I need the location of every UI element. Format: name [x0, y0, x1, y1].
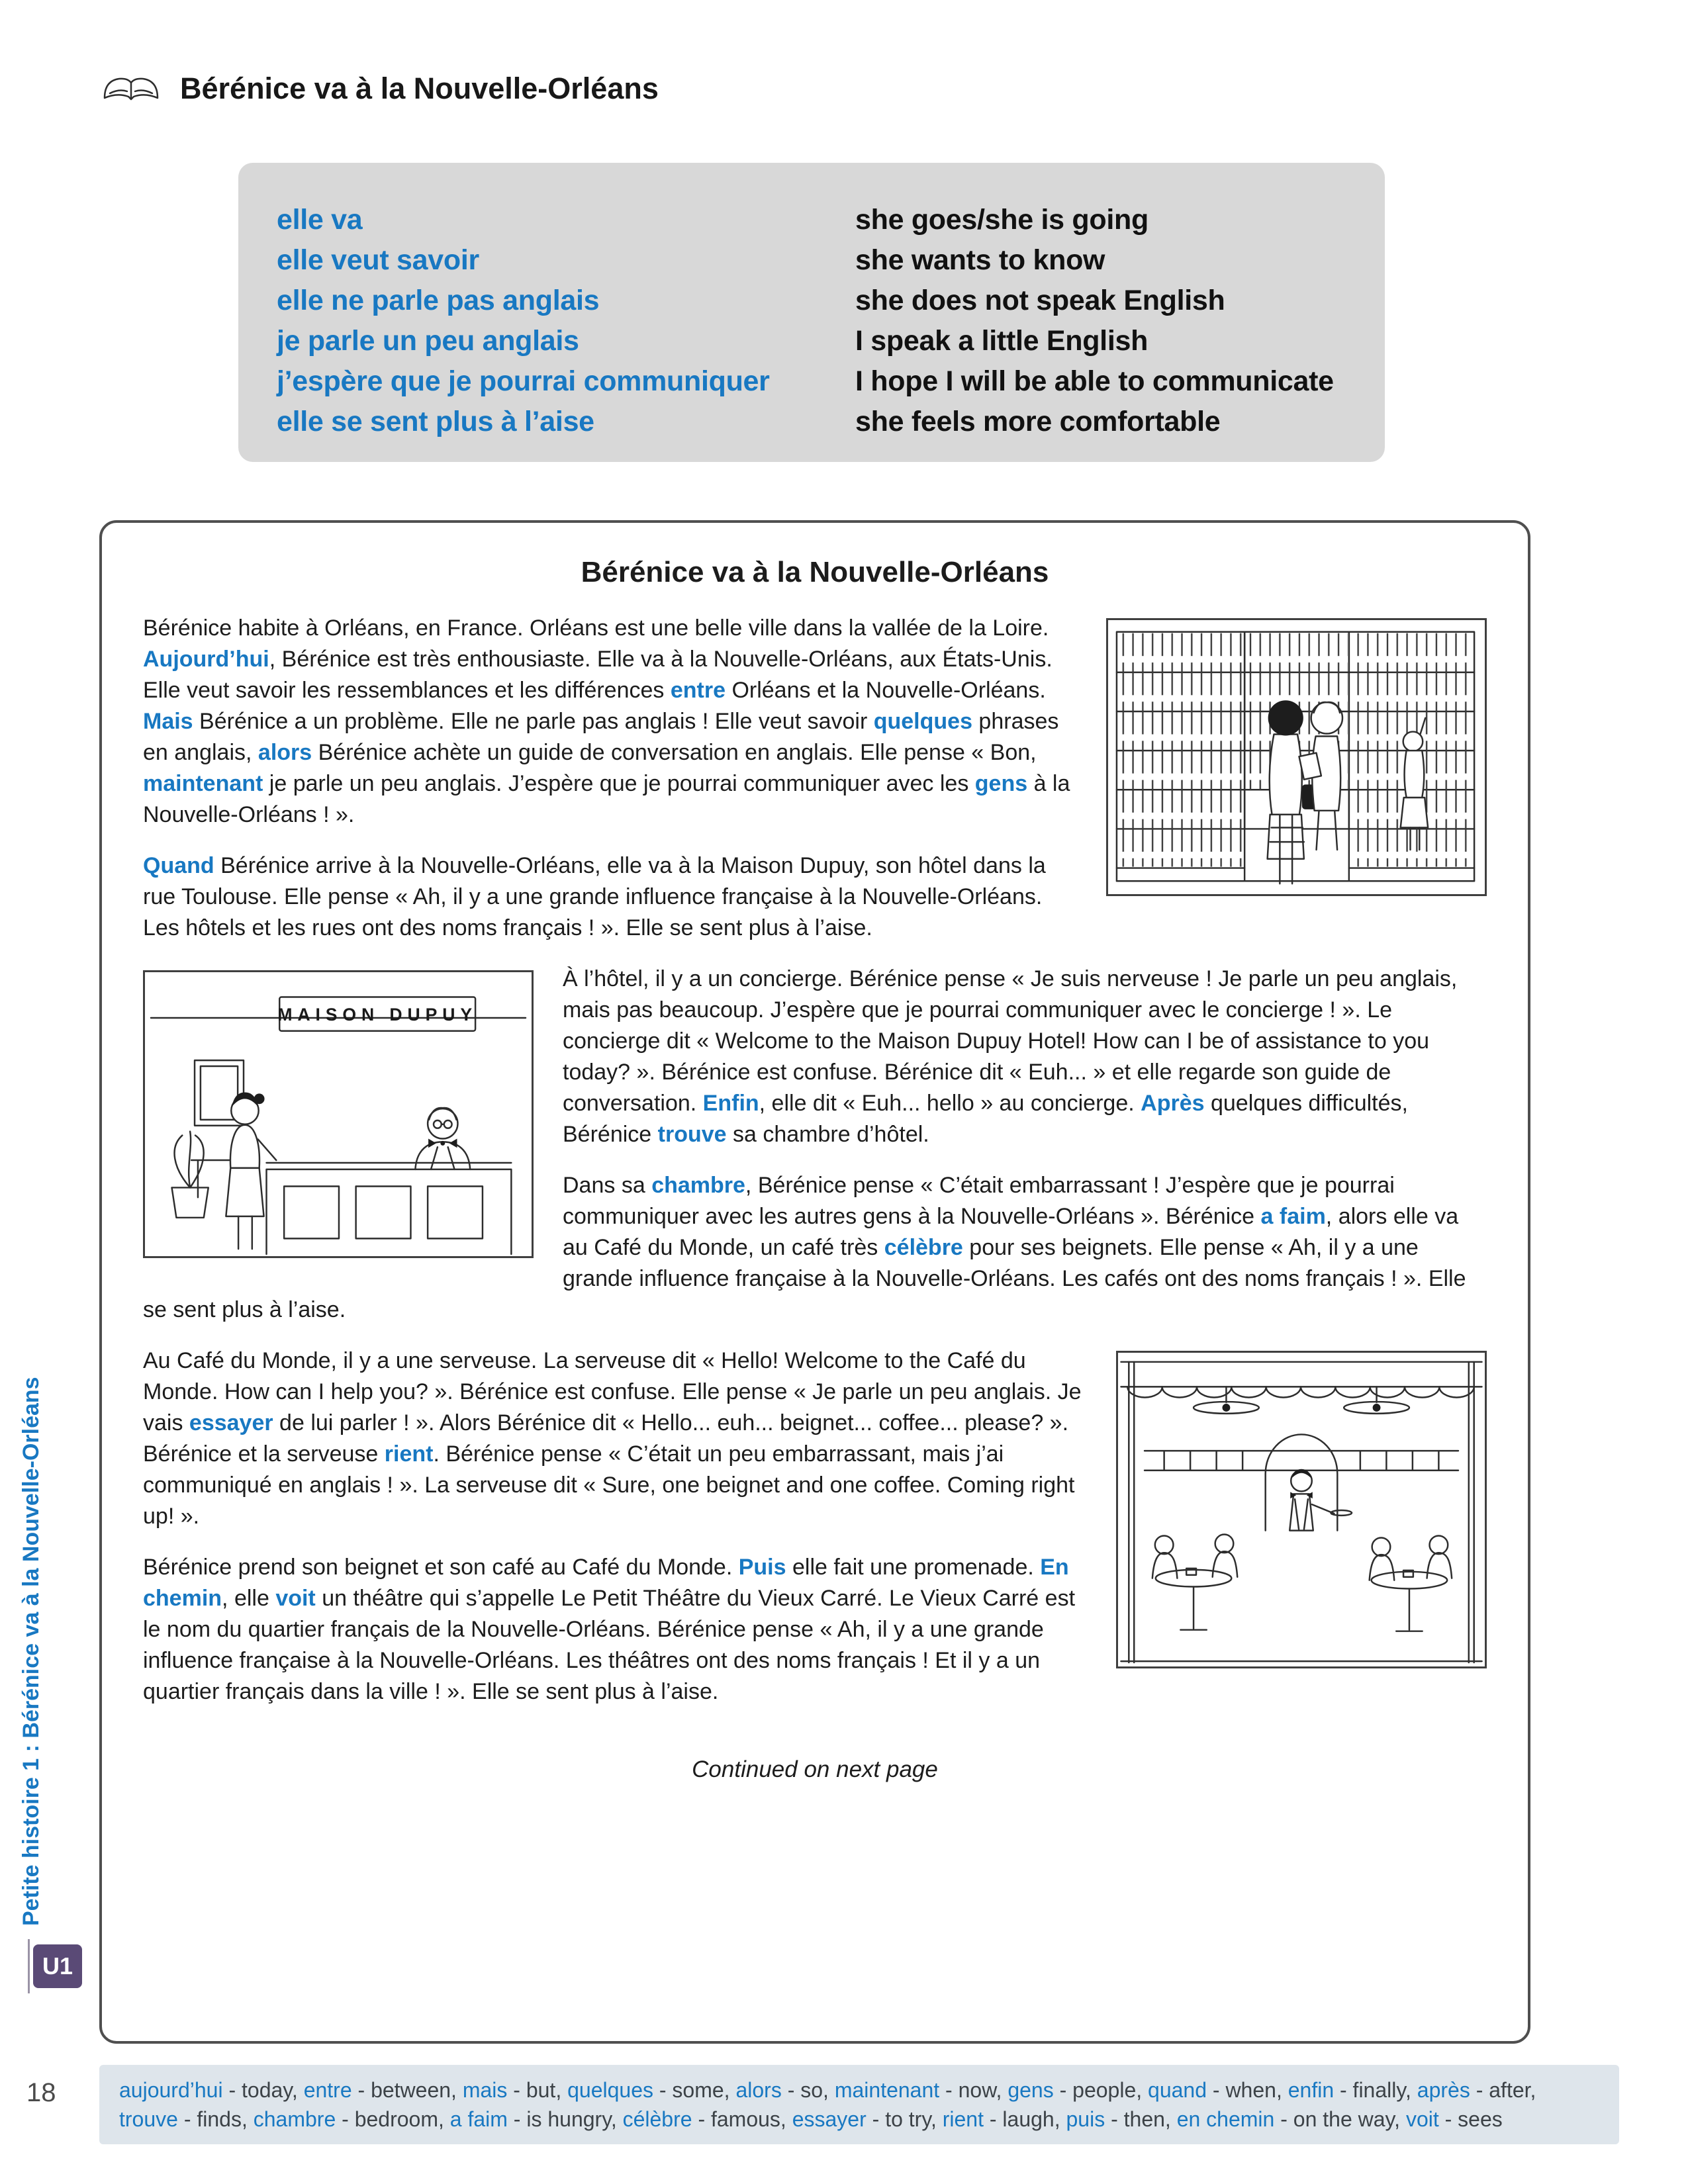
glossary-english: - so,: [781, 2078, 835, 2102]
glossary-entry: [463, 2078, 567, 2102]
glossary-entry: [943, 2107, 1066, 2131]
glossary-entry: [1288, 2078, 1417, 2102]
glossary-entry: [119, 2078, 304, 2102]
glossary-english: - laugh,: [983, 2107, 1066, 2131]
glossary-entry: [1406, 2107, 1503, 2131]
story-text-run: sa chambre d’hôtel.: [726, 1122, 929, 1147]
glossary-french: après: [1417, 2078, 1470, 2102]
vocab-french: je parle un peu anglais: [277, 325, 579, 357]
page-number: 18: [26, 2078, 56, 2107]
story-text-run: de lui parler ! ». Alors Bérénice dit « Hello... euh... beignet... coffee... please? ». Bérénice et la serveuse: [143, 1410, 1069, 1467]
glossary-french: alors: [735, 2078, 782, 2102]
glossary-english: - famous,: [692, 2107, 792, 2131]
vocab-row: [277, 200, 1385, 240]
glossary-english: - after,: [1470, 2078, 1536, 2102]
glossary-entry: [835, 2078, 1008, 2102]
story-text-run: Bérénice achète un guide de conversation en anglais. Elle pense « Bon,: [312, 740, 1037, 765]
glossary-entry: [304, 2078, 463, 2102]
glossary-entry: [450, 2107, 623, 2131]
glossary-french: puis: [1066, 2107, 1105, 2131]
glossary-english: - some,: [653, 2078, 736, 2102]
story-keyword: a faim: [1260, 1204, 1326, 1229]
glossary-french: quand: [1148, 2078, 1207, 2102]
glossary-english: - finally,: [1334, 2078, 1417, 2102]
vocab-french: elle se sent plus à l’aise: [277, 406, 594, 437]
glossary-english: - on the way,: [1274, 2107, 1406, 2131]
story-keyword: entre: [670, 678, 726, 703]
sidebar-chapter-label: Petite histoire 1 : Bérénice va à la Nouvelle-Orléans: [19, 1377, 44, 1926]
story-text-run: elle fait une promenade.: [786, 1555, 1041, 1580]
story-text-run: , Bérénice est très enthousiaste. Elle va à la Nouvelle-Orléans, aux États-Unis. Elle veut savoir les ressemblances et les différences: [143, 647, 1053, 703]
glossary-english: - people,: [1053, 2078, 1149, 2102]
vocab-row: [277, 361, 1385, 402]
story-text-run: pour ses beignets. Elle pense « Ah, il y a une grande influence française à la Nouvelle-Orléans. Les cafés ont des noms français ! ». Elle se sent plus à l’aise.: [143, 1235, 1466, 1322]
glossary-french: trouve: [119, 2107, 178, 2131]
story-text-run: , Bérénice pense « C’était embarrassant ! J’espère que je pourrai communiquer avec les autres gens à la Nouvelle-Orléans ». Bérénice: [563, 1173, 1395, 1229]
vocab-english: I hope I will be able to communicate: [855, 365, 1334, 397]
vocab-english: she goes/she is going: [855, 204, 1149, 236]
unit-badge-bracket: [28, 1939, 30, 1993]
story-keyword: trouve: [657, 1122, 727, 1147]
story-text-run: , elle dit « Euh... hello » au concierge.: [759, 1091, 1141, 1116]
glossary-french: essayer: [792, 2107, 867, 2131]
story-text-run: Bérénice prend son beignet et son café au Café du Monde.: [143, 1555, 739, 1580]
story-keyword: quelques: [873, 709, 972, 734]
vocab-row: [277, 402, 1385, 442]
glossary-entry: [254, 2107, 450, 2131]
cafe-illustration: [1116, 1351, 1487, 1668]
story-keyword: Aujourd’hui: [143, 647, 269, 672]
vocab-row: [277, 281, 1385, 321]
vocab-english: she feels more comfortable: [855, 406, 1221, 437]
glossary-entry: [1417, 2078, 1536, 2102]
hotel-sign-text: MAISON DUPUY: [277, 1004, 478, 1024]
glossary-entry: [119, 2107, 254, 2131]
glossary-french: gens: [1008, 2078, 1054, 2102]
glossary-french: quelques: [567, 2078, 653, 2102]
glossary-english: - finds,: [177, 2107, 254, 2131]
glossary-french: a faim: [449, 2107, 508, 2131]
bookstore-illustration: [1106, 618, 1487, 896]
story-text-run: phrases en anglais,: [143, 709, 1059, 765]
vocab-english: she wants to know: [855, 244, 1105, 276]
glossary-french: chambre: [253, 2107, 336, 2131]
story-text-run: quelques difficultés, Bérénice: [563, 1091, 1408, 1147]
vocab-french: elle ne parle pas anglais: [277, 285, 600, 316]
story-keyword: maintenant: [143, 771, 263, 796]
glossary-entry: [735, 2078, 834, 2102]
story-text-run: Au Café du Monde, il y a une serveuse. La serveuse dit « Hello! Welcome to the Café du Monde. How can I help you? ». Bérénice est confuse. Elle pense « Je parle un peu anglais. Je vais: [143, 1348, 1082, 1435]
glossary-english: - is hungry,: [507, 2107, 623, 2131]
story-keyword: Enfin: [702, 1091, 759, 1116]
story-keyword: alors: [258, 740, 312, 765]
story-text-run: . Bérénice pense « C’était un peu embarrassant, mais j’ai communiqué en anglais ! ». La serveuse dit « Sure, one beignet and one coffee. Coming right up! ».: [143, 1441, 1075, 1529]
glossary-entry: [1008, 2078, 1148, 2102]
glossary-english: - now,: [939, 2078, 1008, 2102]
glossary-entry: [1148, 2078, 1288, 2102]
story-text-run: Bérénice habite à Orléans, en France. Orléans est une belle ville dans la vallée de la Loire.: [143, 615, 1049, 641]
story-keyword: Quand: [143, 853, 214, 878]
glossary-english: - to try,: [866, 2107, 943, 2131]
glossary-french: mais: [462, 2078, 508, 2102]
story-text-run: Bérénice a un problème. Elle ne parle pas anglais ! Elle veut savoir: [193, 709, 874, 734]
glossary-french: maintenant: [834, 2078, 940, 2102]
glossary-english: - bedroom,: [336, 2107, 450, 2131]
story-keyword: Mais: [143, 709, 193, 734]
story-text-run: Dans sa: [563, 1173, 652, 1198]
glossary-french: en chemin: [1176, 2107, 1275, 2131]
story-text-run: je parle un peu anglais. J’espère que je pourrai communiquer avec les: [263, 771, 975, 796]
story-keyword: gens: [974, 771, 1028, 796]
story-text-run: , alors elle va au Café du Monde, un café très: [563, 1204, 1459, 1260]
glossary-french: célèbre: [622, 2107, 692, 2131]
vocab-french: elle veut savoir: [277, 244, 479, 276]
glossary-french: aujourd’hui: [119, 2078, 223, 2102]
glossary-bar: [99, 2065, 1619, 2144]
vocab-row: [277, 240, 1385, 281]
story-text-run: , elle: [222, 1586, 276, 1611]
vocab-french: j’espère que je pourrai communiquer: [277, 365, 770, 397]
unit-badge: U1: [33, 1944, 82, 1988]
glossary-english: - sees: [1438, 2107, 1503, 2131]
glossary-french: rient: [942, 2107, 984, 2131]
story-text-run: à la Nouvelle-Orléans ! ».: [143, 771, 1070, 827]
page-header: [99, 71, 659, 106]
story-keyword: rient: [384, 1441, 434, 1467]
vocab-row: [277, 321, 1385, 361]
story-text-run: Bérénice arrive à la Nouvelle-Orléans, elle va à la Maison Dupuy, son hôtel dans la rue Toulouse. Elle pense « Ah, il y a une grande influence française à la Nouvelle-Orléans. Les hôtels et les rues ont des noms français ! ». Elle se sent plus à l’aise.: [143, 853, 1046, 940]
vocab-english: I speak a little English: [855, 325, 1149, 357]
story-text-run: Orléans et la Nouvelle-Orléans.: [726, 678, 1046, 703]
story-keyword: chambre: [651, 1173, 745, 1198]
glossary-entry: [623, 2107, 792, 2131]
story-keyword: En chemin: [143, 1555, 1069, 1611]
continued-note: Continued on next page: [692, 1756, 938, 1782]
glossary-french: enfin: [1288, 2078, 1335, 2102]
hotel-lobby-illustration: [143, 970, 534, 1258]
glossary-english: - when,: [1207, 2078, 1288, 2102]
glossary-english: - but,: [507, 2078, 568, 2102]
glossary-entry: [1177, 2107, 1406, 2131]
glossary-entry: [792, 2107, 943, 2131]
story-box: [99, 520, 1530, 2044]
vocab-english: she does not speak English: [855, 285, 1225, 316]
story-keyword: Après: [1141, 1091, 1205, 1116]
glossary-english: - today,: [222, 2078, 304, 2102]
glossary-french: entre: [303, 2078, 352, 2102]
glossary-french: voit: [1405, 2107, 1439, 2131]
story-text-run: À l’hôtel, il y a un concierge. Bérénice pense « Je suis nerveuse ! Je parle un peu anglais, mais pas beaucoup. J’espère que je pourrai communiquer avec le concierge ! ». Le concierge dit « Welcome to the Maison Dupuy Hotel! How can I be of assistance to you today? ». Bérénice est confuse. Bérénice dit « Euh... » et elle regarde son guide de conversation.: [563, 966, 1458, 1116]
story-keyword: célèbre: [884, 1235, 963, 1260]
open-book-icon: [99, 71, 163, 106]
glossary-entry: [1066, 2107, 1176, 2131]
glossary-entry: [567, 2078, 735, 2102]
story-text-run: un théâtre qui s’appelle Le Petit Théâtre du Vieux Carré. Le Vieux Carré est le nom du quartier français de la Nouvelle-Orléans. Bérénice pense « Ah, il y a une grande influence française à la Nouvelle-Orléans. Les théâtres ont des noms français ! Et il y a un quartier français dans la ville ! ». Elle se sent plus à l’aise.: [143, 1586, 1076, 1704]
story-title: Bérénice va à la Nouvelle-Orléans: [581, 556, 1049, 588]
story-keyword: voit: [275, 1586, 316, 1611]
story-keyword: Puis: [738, 1555, 786, 1580]
story-keyword: essayer: [189, 1410, 273, 1435]
glossary-english: - between,: [352, 2078, 463, 2102]
glossary-english: - then,: [1105, 2107, 1177, 2131]
story-body: [143, 613, 1487, 1785]
page-title: Bérénice va à la Nouvelle-Orléans: [180, 71, 659, 105]
vocab-french: elle va: [277, 204, 363, 236]
vocab-box: [238, 163, 1385, 462]
